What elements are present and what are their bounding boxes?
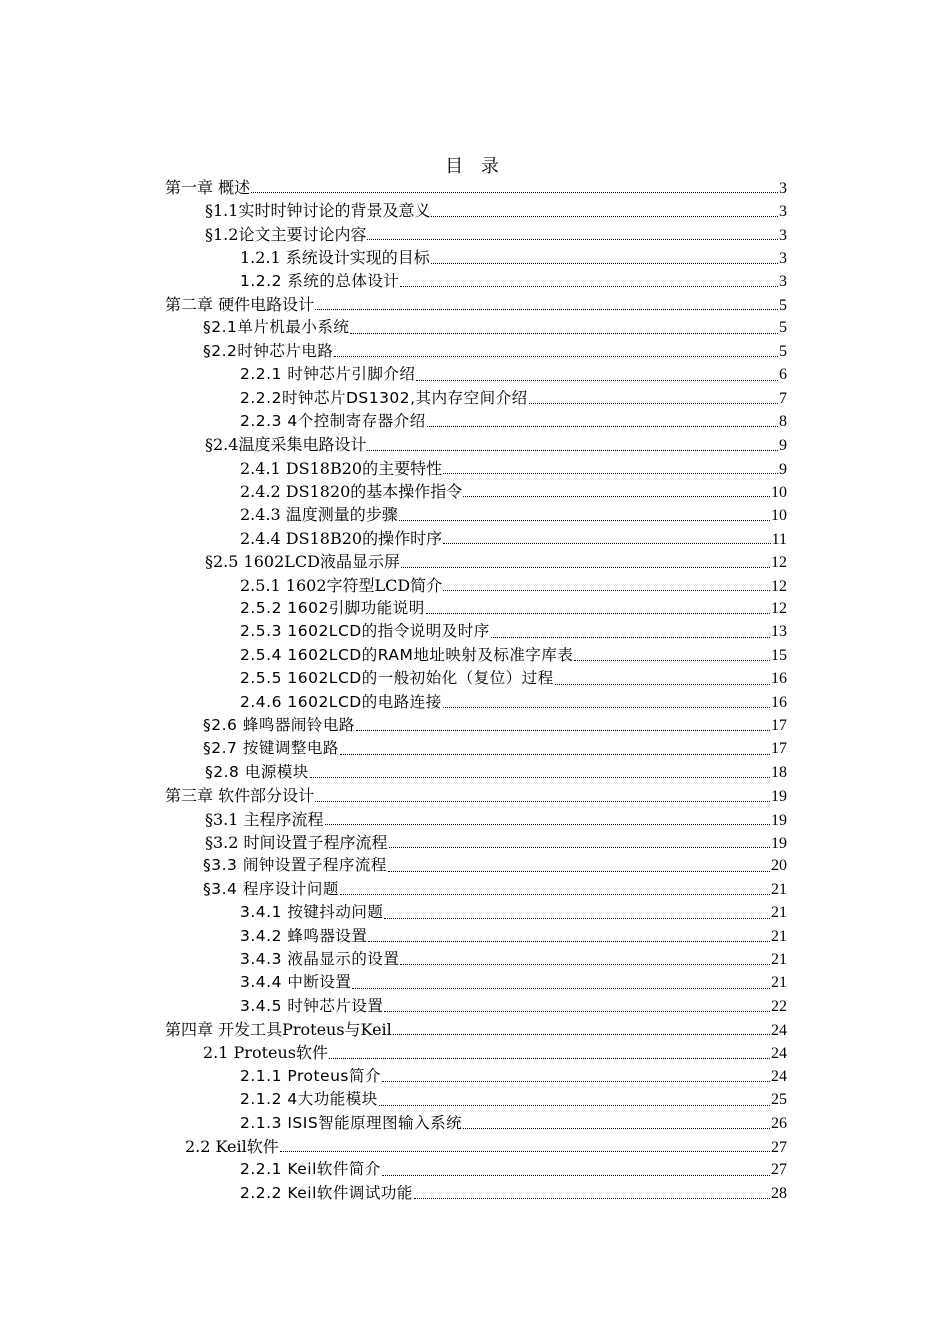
toc-page-number: 3 bbox=[779, 203, 787, 221]
toc-page-number: 5 bbox=[779, 319, 787, 337]
dot-leader bbox=[431, 262, 778, 264]
toc-entry[interactable] bbox=[163, 761, 787, 784]
toc-entry[interactable] bbox=[163, 901, 787, 924]
toc-entry[interactable] bbox=[163, 387, 787, 410]
toc-entry[interactable] bbox=[163, 808, 787, 831]
dot-leader bbox=[379, 1104, 770, 1106]
toc-entry[interactable] bbox=[163, 878, 787, 901]
toc-page-number: 27 bbox=[771, 1161, 787, 1179]
toc-page-number: 8 bbox=[779, 412, 787, 430]
toc-entry-text: §1.1实时时钟讨论的背景及意义 bbox=[205, 201, 431, 221]
toc-entry[interactable] bbox=[163, 316, 787, 339]
dot-leader bbox=[367, 449, 778, 451]
toc-entry[interactable] bbox=[163, 948, 787, 971]
toc-entry[interactable] bbox=[163, 1182, 787, 1205]
toc-page-number: 25 bbox=[771, 1091, 787, 1109]
dot-leader bbox=[443, 706, 770, 708]
toc-entry-text: 3.4.2 蜂鸣器设置 bbox=[240, 926, 368, 945]
dot-leader bbox=[426, 612, 770, 614]
toc-entry-text: §3.3 闹钟设置子程序流程 bbox=[203, 856, 387, 875]
dot-leader bbox=[555, 683, 770, 685]
toc-entry-text: 3.4.1 按键抖动问题 bbox=[240, 903, 384, 922]
toc-entry[interactable] bbox=[163, 223, 787, 246]
toc-page-number: 16 bbox=[771, 693, 787, 711]
toc-page-number: 11 bbox=[771, 530, 787, 548]
toc-entry-text: 2.5.1 1602字符型LCD简介 bbox=[240, 575, 443, 595]
toc-entry-text: 2.5.3 1602LCD的指令说明及时序 bbox=[240, 622, 490, 641]
toc-entry[interactable] bbox=[163, 550, 787, 573]
toc-entry[interactable] bbox=[163, 1158, 787, 1181]
toc-entry-text: 2.1.2 4大功能模块 bbox=[240, 1090, 378, 1109]
toc-entry[interactable] bbox=[163, 1065, 787, 1088]
dot-leader bbox=[334, 355, 778, 357]
dot-leader bbox=[400, 963, 770, 965]
dot-leader bbox=[414, 1197, 770, 1199]
toc-page-number: 19 bbox=[771, 811, 787, 829]
toc-entry[interactable] bbox=[163, 644, 787, 667]
toc-entry-text: 2.2.3 4个控制寄存器介绍 bbox=[240, 411, 426, 430]
toc-entry-text: 第四章 开发工具Proteus与Keil bbox=[165, 1020, 392, 1040]
toc-entry[interactable] bbox=[163, 176, 787, 199]
toc-entry[interactable] bbox=[163, 831, 787, 854]
toc-entry[interactable] bbox=[163, 363, 787, 386]
toc-entry[interactable] bbox=[163, 667, 787, 690]
toc-entry[interactable] bbox=[163, 620, 787, 643]
toc-page-number: 21 bbox=[771, 904, 787, 922]
toc-entry[interactable] bbox=[163, 199, 787, 222]
toc-page-number: 6 bbox=[779, 366, 787, 384]
toc-entry-text: §3.2 时间设置子程序流程 bbox=[205, 832, 388, 852]
dot-leader bbox=[491, 636, 770, 638]
toc-entry-text: 2.1.3 ISIS智能原理图输入系统 bbox=[240, 1113, 463, 1132]
toc-page-number: 21 bbox=[771, 880, 787, 898]
toc-page-number: 21 bbox=[771, 974, 787, 992]
dot-leader bbox=[368, 940, 770, 942]
dot-leader bbox=[350, 332, 778, 334]
toc-page-number: 9 bbox=[779, 460, 787, 478]
toc-entry-text: 2.2.1 Keil软件简介 bbox=[240, 1160, 381, 1179]
toc-entry[interactable] bbox=[163, 270, 787, 293]
dot-leader bbox=[384, 917, 770, 919]
dot-leader bbox=[443, 542, 771, 544]
toc-page-number: 18 bbox=[771, 763, 787, 781]
dot-leader bbox=[340, 893, 770, 895]
dot-leader bbox=[463, 495, 770, 497]
toc-entry[interactable] bbox=[163, 1135, 787, 1158]
toc-entry[interactable] bbox=[163, 784, 787, 807]
toc-entry[interactable] bbox=[163, 246, 787, 269]
toc-page-number: 26 bbox=[771, 1114, 787, 1132]
toc-entry-text: §3.1 主程序流程 bbox=[205, 809, 324, 829]
dot-leader bbox=[400, 285, 778, 287]
toc-page-number: 12 bbox=[771, 600, 787, 618]
toc-entry-text: 1.2.2 系统的总体设计 bbox=[240, 271, 400, 290]
toc-entry-text: 2.2.1 时钟芯片引脚介绍 bbox=[240, 365, 416, 384]
toc-entry-text: 3.4.5 时钟芯片设置 bbox=[240, 996, 384, 1015]
toc-title: 目 录 bbox=[445, 156, 505, 177]
dot-leader bbox=[382, 1080, 770, 1082]
toc-entry[interactable] bbox=[163, 995, 787, 1018]
dot-leader bbox=[401, 566, 770, 568]
toc-entry-text: 1.2.1 系统设计实现的目标 bbox=[240, 248, 430, 268]
toc-page-number: 15 bbox=[771, 646, 787, 664]
toc-page-number: 20 bbox=[771, 857, 787, 875]
dot-leader bbox=[416, 379, 778, 381]
toc-page-number: 3 bbox=[779, 226, 787, 244]
toc-entry[interactable] bbox=[163, 503, 787, 526]
dot-leader bbox=[356, 729, 770, 731]
dot-leader bbox=[443, 589, 770, 591]
toc-page-number: 16 bbox=[771, 670, 787, 688]
toc-entry[interactable] bbox=[163, 1112, 787, 1135]
toc-entry-text: 2.2.2 Keil软件调试功能 bbox=[240, 1183, 413, 1202]
toc-entry-text: 2.4.4 DS18B20的操作时序 bbox=[240, 528, 443, 548]
toc-page-number: 22 bbox=[771, 997, 787, 1015]
toc-entry[interactable] bbox=[163, 925, 787, 948]
toc-entry[interactable] bbox=[163, 714, 787, 737]
toc-entry-text: 2.4.3 温度测量的步骤 bbox=[240, 505, 398, 525]
dot-leader bbox=[382, 1174, 770, 1176]
dot-leader bbox=[431, 215, 778, 217]
toc-page-number: 24 bbox=[771, 1045, 787, 1063]
dot-leader bbox=[399, 519, 770, 521]
toc-entry[interactable] bbox=[163, 1088, 787, 1111]
dot-leader bbox=[574, 659, 770, 661]
toc-entry[interactable] bbox=[163, 480, 787, 503]
dot-leader bbox=[251, 191, 778, 193]
toc-page-number: 5 bbox=[779, 342, 787, 360]
dot-leader bbox=[280, 1150, 770, 1152]
toc-entry-text: §2.4温度采集电路设计 bbox=[205, 435, 367, 455]
dot-leader bbox=[393, 1033, 770, 1035]
dot-leader bbox=[427, 425, 778, 427]
toc-entry-text: 3.4.3 液晶显示的设置 bbox=[240, 949, 400, 968]
dot-leader bbox=[388, 870, 770, 872]
toc-page-number: 12 bbox=[771, 554, 787, 572]
toc-entry-text: 2.1 Proteus软件 bbox=[203, 1043, 328, 1063]
dot-leader bbox=[389, 846, 770, 848]
toc-page-number: 12 bbox=[771, 577, 787, 595]
dot-leader bbox=[325, 823, 770, 825]
toc-page-number: 27 bbox=[771, 1139, 787, 1157]
toc-entry[interactable] bbox=[163, 854, 787, 877]
toc-entry[interactable] bbox=[163, 971, 787, 994]
toc-entry[interactable] bbox=[163, 691, 787, 714]
toc-page-number: 28 bbox=[771, 1184, 787, 1202]
toc-entry-text: §1.2论文主要讨论内容 bbox=[205, 224, 367, 244]
toc-entry-text: 2.2.2时钟芯片DS1302,其内存空间介绍 bbox=[240, 388, 528, 407]
toc-entry-text: §2.1单片机最小系统 bbox=[203, 318, 350, 337]
dot-leader bbox=[310, 776, 770, 778]
dot-leader bbox=[443, 472, 778, 474]
toc-page-number: 24 bbox=[771, 1022, 787, 1040]
toc-entry[interactable] bbox=[163, 527, 787, 550]
toc-page-number: 13 bbox=[771, 623, 787, 641]
toc-entry-text: 2.2 Keil软件 bbox=[185, 1137, 279, 1157]
dot-leader bbox=[329, 1057, 770, 1059]
toc-entry-text: 第二章 硬件电路设计 bbox=[165, 294, 315, 314]
toc-page-number: 17 bbox=[771, 740, 787, 758]
toc-entry[interactable] bbox=[163, 1018, 787, 1041]
toc-entry-text: 3.4.4 中断设置 bbox=[240, 973, 352, 992]
toc-page-number: 9 bbox=[779, 437, 787, 455]
toc-entry-text: 2.4.2 DS1820的基本操作指令 bbox=[240, 482, 463, 502]
dot-leader bbox=[384, 1010, 770, 1012]
toc-page-number: 7 bbox=[779, 389, 787, 407]
toc-entry-text: 第三章 软件部分设计 bbox=[165, 786, 315, 806]
toc-page-number: 5 bbox=[779, 296, 787, 314]
toc-entry-text: §2.5 1602LCD液晶显示屏 bbox=[205, 552, 400, 572]
dot-leader bbox=[315, 800, 770, 802]
dot-leader bbox=[352, 987, 770, 989]
toc-entry-text: §3.4 程序设计问题 bbox=[203, 879, 339, 898]
dot-leader bbox=[367, 238, 778, 240]
toc-entry-text: 第一章 概述 bbox=[165, 178, 251, 197]
toc-page-number: 17 bbox=[771, 716, 787, 734]
toc-entry-text: 2.1.1 Proteus简介 bbox=[240, 1066, 381, 1085]
dot-leader bbox=[529, 402, 778, 404]
toc-page-number: 19 bbox=[771, 788, 787, 806]
toc-entry[interactable] bbox=[163, 457, 787, 480]
toc-entry-text: §2.7 按键调整电路 bbox=[203, 739, 339, 758]
toc-entry[interactable] bbox=[163, 597, 787, 620]
toc-entry-text: §2.8 电源模块 bbox=[205, 762, 309, 781]
dot-leader bbox=[315, 308, 778, 310]
toc-page-number: 21 bbox=[771, 950, 787, 968]
dot-leader bbox=[463, 1127, 770, 1129]
toc-page-number: 21 bbox=[771, 927, 787, 945]
toc-entry-text: §2.2时钟芯片电路 bbox=[203, 341, 334, 360]
table-of-contents bbox=[163, 176, 787, 1205]
toc-page-number: 10 bbox=[771, 484, 787, 502]
toc-entry-text: 2.5.2 1602引脚功能说明 bbox=[240, 599, 425, 618]
toc-entry-text: 2.5.4 1602LCD的RAM地址映射及标准字库表 bbox=[240, 645, 574, 664]
toc-entry-text: 2.4.1 DS18B20的主要特性 bbox=[240, 458, 443, 478]
toc-entry[interactable] bbox=[163, 433, 787, 456]
toc-page-number: 3 bbox=[779, 180, 787, 197]
toc-entry[interactable] bbox=[163, 574, 787, 597]
toc-entry[interactable] bbox=[163, 737, 787, 760]
toc-entry[interactable] bbox=[163, 293, 787, 316]
toc-entry-text: §2.6 蜂鸣器闹铃电路 bbox=[203, 715, 355, 734]
toc-page-number: 24 bbox=[771, 1067, 787, 1085]
toc-entry-text: 2.5.5 1602LCD的一般初始化（复位）过程 bbox=[240, 669, 554, 688]
toc-page-number: 3 bbox=[779, 272, 787, 290]
toc-page-number: 10 bbox=[771, 507, 787, 525]
toc-entry[interactable] bbox=[163, 1041, 787, 1064]
toc-entry[interactable] bbox=[163, 410, 787, 433]
toc-page-number: 3 bbox=[779, 250, 787, 268]
toc-entry[interactable] bbox=[163, 340, 787, 363]
toc-page-number: 19 bbox=[771, 834, 787, 852]
toc-entry-text: 2.4.6 1602LCD的电路连接 bbox=[240, 692, 442, 711]
dot-leader bbox=[340, 753, 770, 755]
